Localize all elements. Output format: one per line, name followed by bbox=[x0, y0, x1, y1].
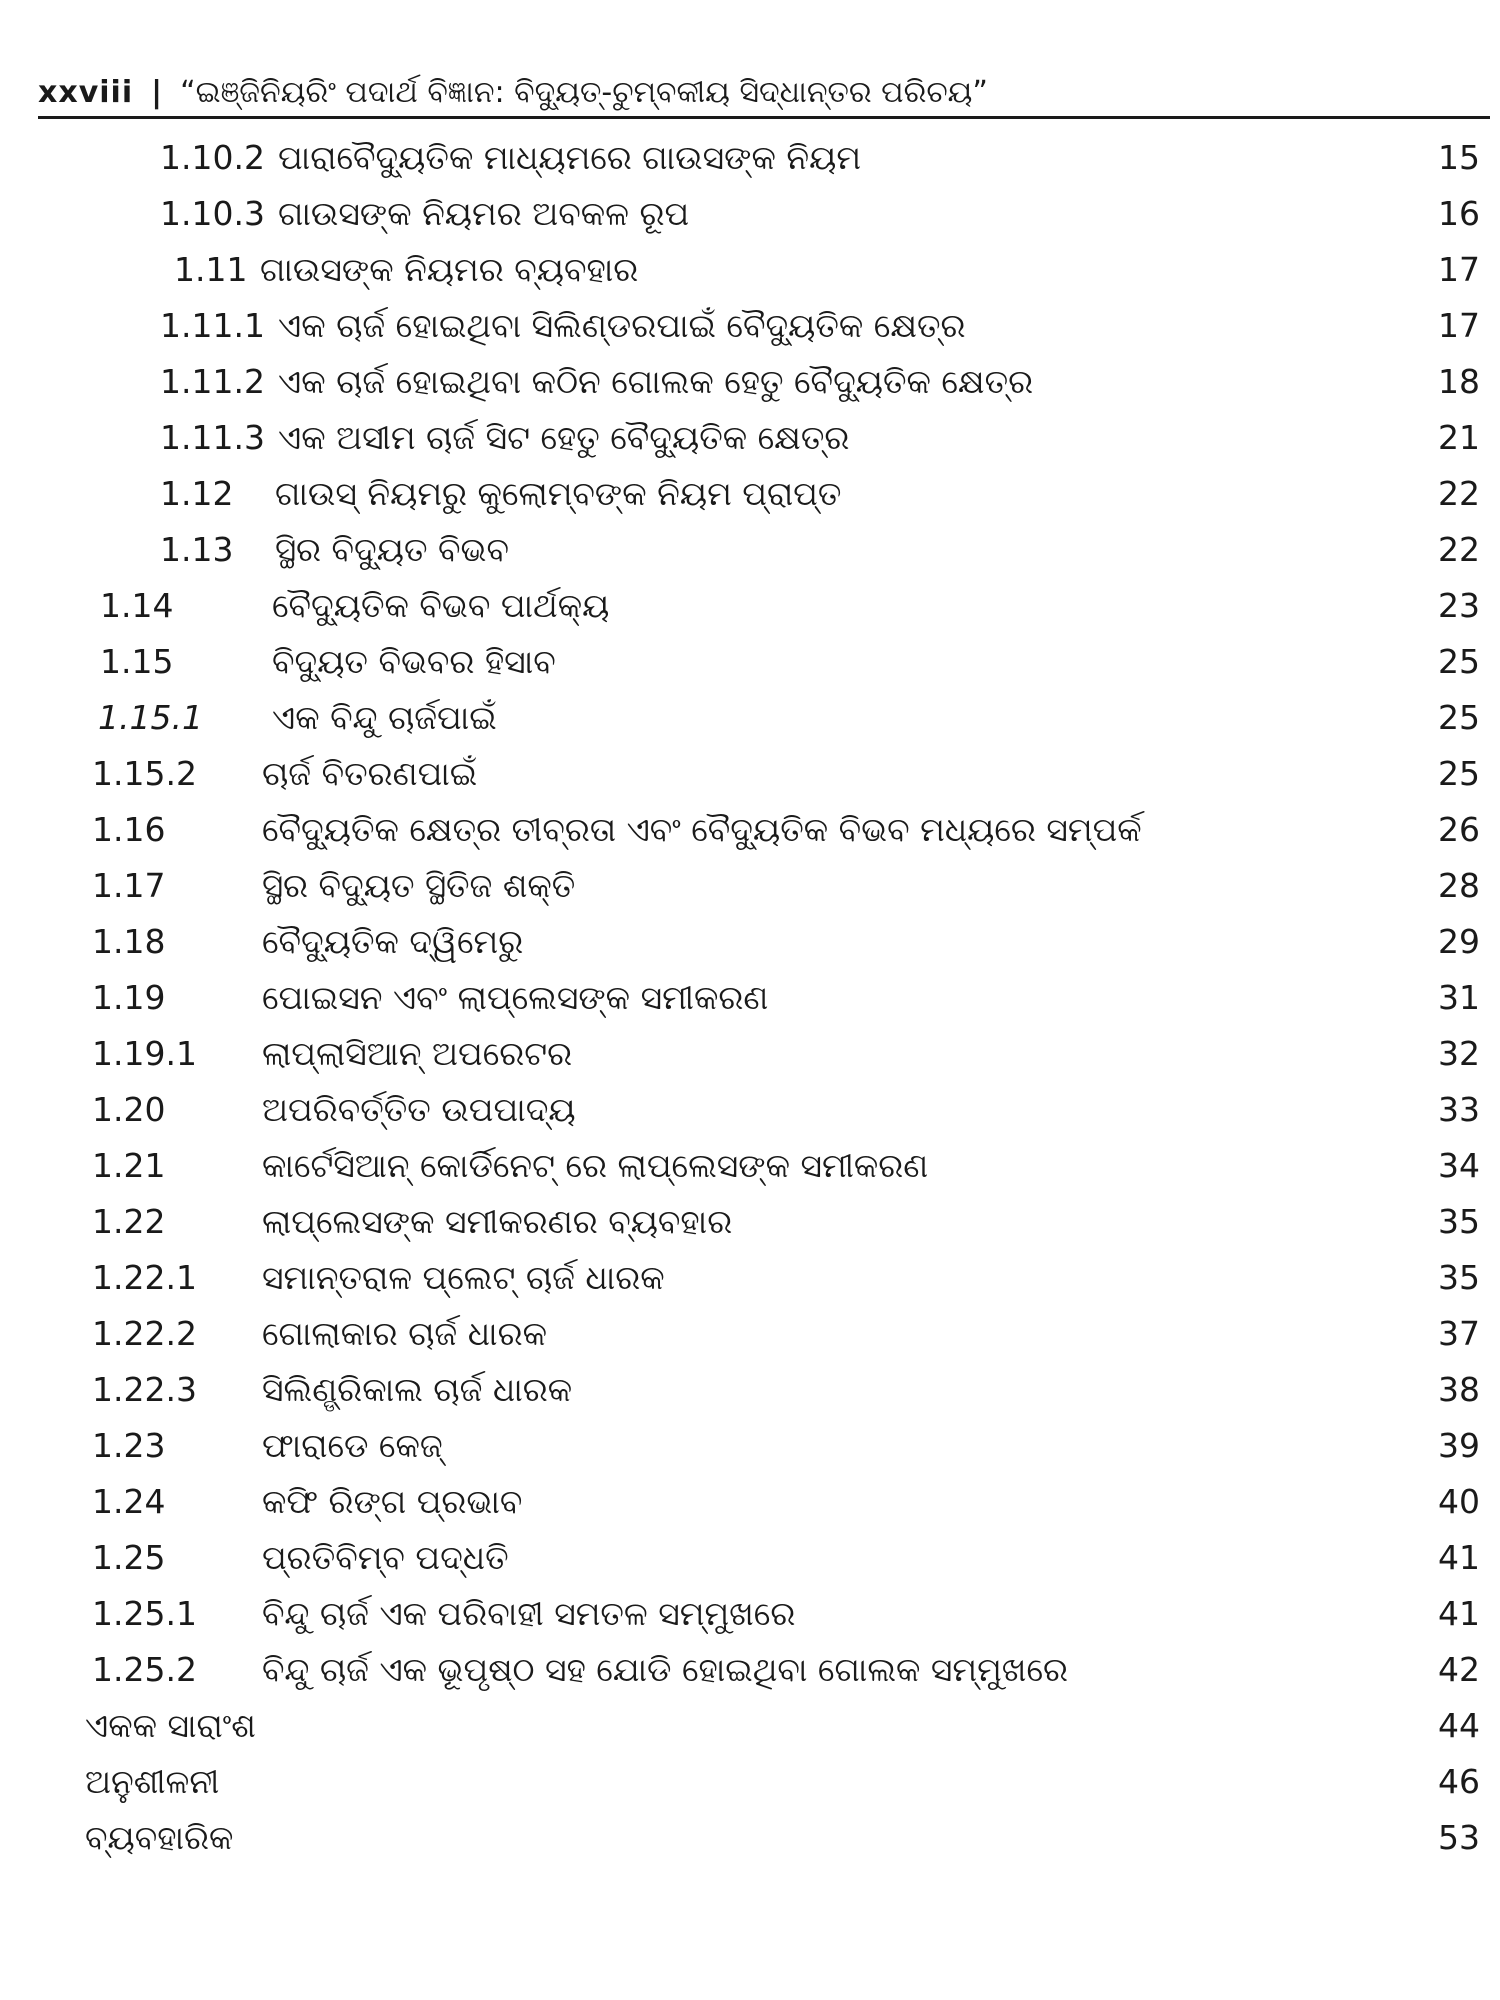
section-title: ଏକକ ସାରାଂଶ bbox=[85, 1706, 256, 1745]
toc-entry[interactable] bbox=[0, 970, 1500, 1026]
section-number: 1.15.1 bbox=[98, 698, 203, 737]
page-ref: 28 bbox=[1438, 866, 1480, 905]
toc-entry[interactable] bbox=[0, 1362, 1500, 1418]
toc-entry[interactable] bbox=[0, 1586, 1500, 1642]
page-ref: 23 bbox=[1438, 586, 1480, 625]
section-number: 1.25 bbox=[92, 1538, 166, 1577]
page-ref: 31 bbox=[1438, 978, 1480, 1017]
toc-entry[interactable] bbox=[0, 1306, 1500, 1362]
page-ref: 32 bbox=[1438, 1034, 1480, 1073]
running-header bbox=[38, 68, 1490, 119]
section-number: 1.11.3 bbox=[160, 418, 265, 457]
section-title: ସ୍ଥିର ବିଦ୍ୟୁତ ସ୍ଥିତିଜ ଶକ୍ତି bbox=[262, 866, 576, 905]
toc-entry[interactable] bbox=[0, 298, 1500, 354]
table-of-contents bbox=[0, 130, 1500, 1866]
page-number: xxviii bbox=[38, 74, 134, 110]
page-ref: 25 bbox=[1438, 698, 1480, 737]
section-title: ସ୍ଥିର ବିଦ୍ୟୁତ ବିଭବ bbox=[275, 530, 509, 569]
toc-entry[interactable] bbox=[0, 1754, 1500, 1810]
section-title: ବିଦ୍ୟୁତ ବିଭବର ହିସାବ bbox=[272, 642, 556, 681]
section-number: 1.11.1 bbox=[160, 306, 265, 345]
toc-entry[interactable] bbox=[0, 130, 1500, 186]
toc-entry[interactable] bbox=[0, 858, 1500, 914]
section-title: ସିଲିଣ୍ଡ୍ରିକାଲ ଚାର୍ଜ ଧାରକ bbox=[262, 1370, 573, 1409]
section-number: 1.10.2 bbox=[160, 138, 265, 177]
section-title: ଫାରାଡେ କେଜ୍ bbox=[262, 1426, 443, 1465]
page-ref: 17 bbox=[1438, 250, 1480, 289]
section-number: 1.22.1 bbox=[92, 1258, 197, 1297]
section-number: 1.24 bbox=[92, 1482, 166, 1521]
section-title: ଚାର୍ଜ ବିତରଣପାଇଁ bbox=[262, 754, 478, 793]
page-ref: 38 bbox=[1438, 1370, 1480, 1409]
page-ref: 44 bbox=[1438, 1706, 1480, 1745]
page-ref: 22 bbox=[1438, 530, 1480, 569]
toc-entry[interactable] bbox=[0, 1530, 1500, 1586]
section-number: 1.22 bbox=[92, 1202, 166, 1241]
page-ref: 46 bbox=[1438, 1762, 1480, 1801]
section-title: ବୈଦ୍ୟୁତିକ ବିଭବ ପାର୍ଥକ୍ୟ bbox=[272, 586, 610, 625]
toc-entry[interactable] bbox=[0, 578, 1500, 634]
toc-entry[interactable] bbox=[0, 634, 1500, 690]
toc-entry[interactable] bbox=[0, 410, 1500, 466]
section-title: ପୋଇସନ ଏବଂ ଲାପ୍ଲେସଙ୍କ ସମୀକରଣ bbox=[262, 978, 769, 1017]
section-title: ଏକ ଅସୀମ ଚାର୍ଜ ସିଟ ହେତୁ ବୈଦ୍ୟୁତିକ କ୍ଷେତ୍ର bbox=[278, 418, 850, 457]
page-ref: 21 bbox=[1438, 418, 1480, 457]
toc-entry[interactable] bbox=[0, 186, 1500, 242]
toc-entry[interactable] bbox=[0, 1474, 1500, 1530]
toc-entry[interactable] bbox=[0, 1082, 1500, 1138]
section-title: ବିନ୍ଦୁ ଚାର୍ଜ ଏକ ପରିବାହୀ ସମତଳ ସମ୍ମୁଖରେ bbox=[262, 1594, 796, 1633]
page-ref: 35 bbox=[1438, 1258, 1480, 1297]
toc-entry[interactable] bbox=[0, 802, 1500, 858]
section-title: କଫି ରିଙ୍ଗ ପ୍ରଭାବ bbox=[262, 1482, 523, 1521]
section-number: 1.18 bbox=[92, 922, 166, 961]
section-title: ସମାନ୍ତରାଳ ପ୍ଲେଟ୍ ଚାର୍ଜ ଧାରକ bbox=[262, 1258, 665, 1297]
page-ref: 34 bbox=[1438, 1146, 1480, 1185]
toc-entry[interactable] bbox=[0, 354, 1500, 410]
section-number: 1.23 bbox=[92, 1426, 166, 1465]
page-ref: 39 bbox=[1438, 1426, 1480, 1465]
page-ref: 33 bbox=[1438, 1090, 1480, 1129]
toc-entry[interactable] bbox=[0, 1026, 1500, 1082]
page-ref: 22 bbox=[1438, 474, 1480, 513]
toc-entry[interactable] bbox=[0, 242, 1500, 298]
section-number: 1.20 bbox=[92, 1090, 166, 1129]
toc-entry[interactable] bbox=[0, 522, 1500, 578]
section-title: ଅପରିବର୍ତ୍ତିତ ଉପପାଦ୍ୟ bbox=[262, 1090, 576, 1129]
section-number: 1.13 bbox=[160, 530, 234, 569]
section-title: ଏକ ଚାର୍ଜ ହୋଇଥିବା ସିଲିଣ୍ଡରପାଇଁ ବୈଦ୍ୟୁତିକ କ୍ଷେତ୍ର bbox=[278, 306, 966, 345]
toc-entry[interactable] bbox=[0, 746, 1500, 802]
page-ref: 37 bbox=[1438, 1314, 1480, 1353]
toc-entry[interactable] bbox=[0, 914, 1500, 970]
section-number: 1.11 bbox=[174, 250, 248, 289]
section-number: 1.19.1 bbox=[92, 1034, 197, 1073]
section-title: ଅନୁଶୀଳନୀ bbox=[85, 1762, 220, 1801]
section-number: 1.10.3 bbox=[160, 194, 265, 233]
page-ref: 16 bbox=[1438, 194, 1480, 233]
page-ref: 35 bbox=[1438, 1202, 1480, 1241]
section-title: ଏକ ବିନ୍ଦୁ ଚାର୍ଜପାଇଁ bbox=[272, 698, 497, 737]
page-ref: 41 bbox=[1438, 1594, 1480, 1633]
page-ref: 25 bbox=[1438, 754, 1480, 793]
section-title: ଲାପ୍ଲାସିଆନ୍ ଅପରେଟର bbox=[262, 1034, 573, 1073]
section-number: 1.25.2 bbox=[92, 1650, 197, 1689]
section-title: ବୈଦ୍ୟୁତିକ କ୍ଷେତ୍ର ତୀବ୍ରତା ଏବଂ ବୈଦ୍ୟୁତିକ ବିଭବ ମଧ୍ୟରେ ସମ୍ପର୍କ bbox=[262, 810, 1142, 849]
section-title: ବିନ୍ଦୁ ଚାର୍ଜ ଏକ ଭୂପୃଷ୍ଠ ସହ ଯୋଡି ହୋଇଥିବା ଗୋଲକ ସମ୍ମୁଖରେ bbox=[262, 1650, 1069, 1689]
section-number: 1.12 bbox=[160, 474, 234, 513]
section-title: ଲାପ୍ଲେସଙ୍କ ସମୀକରଣର ବ୍ୟବହାର bbox=[262, 1202, 733, 1241]
section-number: 1.15.2 bbox=[92, 754, 197, 793]
section-title: ଗାଉସଙ୍କ ନିୟମର ବ୍ୟବହାର bbox=[260, 250, 639, 289]
section-title: ପାରାବୈଦ୍ୟୁତିକ ମାଧ୍ୟମରେ ଗାଉସଙ୍କ ନିୟମ bbox=[278, 138, 862, 177]
header-separator: | bbox=[151, 74, 163, 110]
section-title: ଗାଉସଙ୍କ ନିୟମର ଅବକଳ ରୂପ bbox=[278, 194, 690, 233]
toc-entry[interactable] bbox=[0, 466, 1500, 522]
section-number: 1.22.3 bbox=[92, 1370, 197, 1409]
page-ref: 42 bbox=[1438, 1650, 1480, 1689]
section-title: ଗୋଲାକାର ଚାର୍ଜ ଧାରକ bbox=[262, 1314, 547, 1353]
section-title: ବ୍ୟବହାରିକ bbox=[85, 1818, 234, 1857]
section-title: କାର୍ଟେସିଆନ୍ କୋର୍ଡିନେଟ୍ ରେ ଲାପ୍ଲେସଙ୍କ ସମୀକରଣ bbox=[262, 1146, 929, 1185]
book-title: “ଇଞ୍ଜିନିୟରିଂ ପଦାର୍ଥ ବିଜ୍ଞାନ: ବିଦ୍ୟୁତ୍-ଚୁମ୍ବକୀୟ ସିଦ୍ଧାନ୍ତର ପରିଚୟ” bbox=[180, 74, 988, 110]
page-ref: 15 bbox=[1438, 138, 1480, 177]
section-title: ଗାଉସ୍ ନିୟମରୁ କୁଲୋମ୍ବଙ୍କ ନିୟମ ପ୍ରାପ୍ତ bbox=[275, 474, 842, 513]
toc-entry[interactable] bbox=[0, 1194, 1500, 1250]
page-ref: 53 bbox=[1438, 1818, 1480, 1857]
section-number: 1.17 bbox=[92, 866, 166, 905]
page-ref: 29 bbox=[1438, 922, 1480, 961]
section-number: 1.25.1 bbox=[92, 1594, 197, 1633]
page-ref: 40 bbox=[1438, 1482, 1480, 1521]
section-number: 1.16 bbox=[92, 810, 166, 849]
toc-entry[interactable] bbox=[0, 1138, 1500, 1194]
section-title: ଏକ ଚାର୍ଜ ହୋଇଥିବା କଠିନ ଗୋଲକ ହେତୁ ବୈଦ୍ୟୁତିକ କ୍ଷେତ୍ର bbox=[278, 362, 1034, 401]
toc-entry[interactable] bbox=[0, 1698, 1500, 1754]
section-title: ବୈଦ୍ୟୁତିକ ଦ୍ୱିମେରୁ bbox=[262, 922, 524, 961]
section-number: 1.19 bbox=[92, 978, 166, 1017]
page-ref: 17 bbox=[1438, 306, 1480, 345]
toc-entry[interactable] bbox=[0, 1418, 1500, 1474]
page-ref: 18 bbox=[1438, 362, 1480, 401]
section-title: ପ୍ରତିବିମ୍ବ ପଦ୍ଧତି bbox=[262, 1538, 509, 1577]
section-number: 1.14 bbox=[100, 586, 174, 625]
page-ref: 26 bbox=[1438, 810, 1480, 849]
toc-entry[interactable] bbox=[0, 1250, 1500, 1306]
page-ref: 25 bbox=[1438, 642, 1480, 681]
page-ref: 41 bbox=[1438, 1538, 1480, 1577]
section-number: 1.21 bbox=[92, 1146, 166, 1185]
section-number: 1.22.2 bbox=[92, 1314, 197, 1353]
section-number: 1.15 bbox=[100, 642, 174, 681]
toc-entry[interactable] bbox=[0, 1810, 1500, 1866]
toc-entry[interactable] bbox=[0, 690, 1500, 746]
section-number: 1.11.2 bbox=[160, 362, 265, 401]
toc-entry[interactable] bbox=[0, 1642, 1500, 1698]
